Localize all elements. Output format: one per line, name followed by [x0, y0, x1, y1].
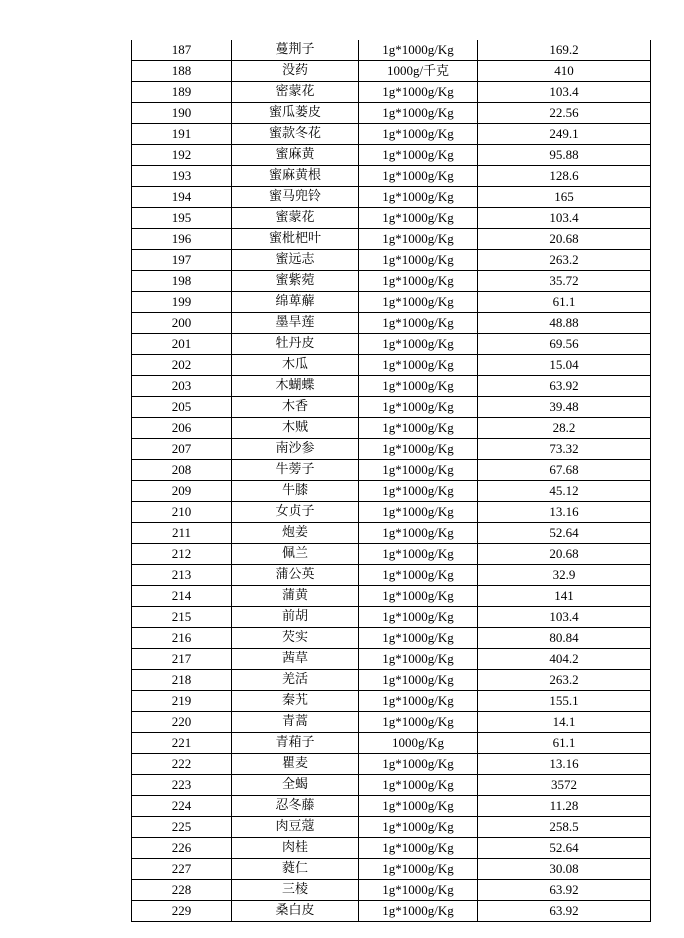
price-cell: 155.1 — [478, 691, 651, 712]
table-row — [132, 481, 651, 502]
spec-cell: 1g*1000g/Kg — [359, 502, 478, 523]
price-cell: 39.48 — [478, 397, 651, 418]
spec-cell: 1g*1000g/Kg — [359, 103, 478, 124]
table-row — [132, 901, 651, 922]
price-cell: 263.2 — [478, 250, 651, 271]
table-row — [132, 439, 651, 460]
price-cell: 32.9 — [478, 565, 651, 586]
herb-name-cell: 牛蒡子 — [232, 460, 359, 481]
row-number-cell: 207 — [132, 439, 232, 460]
table-row — [132, 61, 651, 82]
herb-name-cell: 牡丹皮 — [232, 334, 359, 355]
row-number-cell: 227 — [132, 859, 232, 880]
row-number-cell: 189 — [132, 82, 232, 103]
herb-name-cell: 全蝎 — [232, 775, 359, 796]
price-cell: 45.12 — [478, 481, 651, 502]
row-number-cell: 224 — [132, 796, 232, 817]
table-row — [132, 670, 651, 691]
price-cell: 52.64 — [478, 838, 651, 859]
table-row — [132, 565, 651, 586]
table-row — [132, 82, 651, 103]
spec-cell: 1g*1000g/Kg — [359, 145, 478, 166]
price-cell: 20.68 — [478, 229, 651, 250]
row-number-cell: 229 — [132, 901, 232, 922]
herb-name-cell: 羌活 — [232, 670, 359, 691]
row-number-cell: 225 — [132, 817, 232, 838]
price-cell: 28.2 — [478, 418, 651, 439]
price-cell: 169.2 — [478, 40, 651, 61]
table-row — [132, 544, 651, 565]
table-row — [132, 313, 651, 334]
table-row — [132, 754, 651, 775]
herb-name-cell: 木香 — [232, 397, 359, 418]
herb-name-cell: 蜜马兜铃 — [232, 187, 359, 208]
herb-name-cell: 瞿麦 — [232, 754, 359, 775]
table-row — [132, 124, 651, 145]
price-cell: 63.92 — [478, 901, 651, 922]
spec-cell: 1g*1000g/Kg — [359, 880, 478, 901]
herb-name-cell: 芡实 — [232, 628, 359, 649]
table-row — [132, 187, 651, 208]
table-row — [132, 250, 651, 271]
herb-name-cell: 密蒙花 — [232, 82, 359, 103]
price-cell: 80.84 — [478, 628, 651, 649]
row-number-cell: 199 — [132, 292, 232, 313]
herb-name-cell: 木瓜 — [232, 355, 359, 376]
row-number-cell: 221 — [132, 733, 232, 754]
spec-cell: 1g*1000g/Kg — [359, 775, 478, 796]
price-cell: 165 — [478, 187, 651, 208]
table-row — [132, 208, 651, 229]
herb-name-cell: 炮姜 — [232, 523, 359, 544]
herb-name-cell: 忍冬藤 — [232, 796, 359, 817]
row-number-cell: 210 — [132, 502, 232, 523]
spec-cell: 1g*1000g/Kg — [359, 628, 478, 649]
row-number-cell: 202 — [132, 355, 232, 376]
table-row — [132, 817, 651, 838]
price-cell: 249.1 — [478, 124, 651, 145]
spec-cell: 1g*1000g/Kg — [359, 313, 478, 334]
spec-cell: 1g*1000g/Kg — [359, 82, 478, 103]
herb-name-cell: 绵萆薢 — [232, 292, 359, 313]
table-row — [132, 880, 651, 901]
table-row — [132, 523, 651, 544]
table-body — [132, 40, 651, 922]
spec-cell: 1g*1000g/Kg — [359, 796, 478, 817]
spec-cell: 1g*1000g/Kg — [359, 397, 478, 418]
spec-cell: 1000g/Kg — [359, 733, 478, 754]
row-number-cell: 203 — [132, 376, 232, 397]
table-row — [132, 775, 651, 796]
table-row — [132, 271, 651, 292]
spec-cell: 1g*1000g/Kg — [359, 208, 478, 229]
row-number-cell: 193 — [132, 166, 232, 187]
table-row — [132, 628, 651, 649]
price-cell: 11.28 — [478, 796, 651, 817]
spec-cell: 1g*1000g/Kg — [359, 124, 478, 145]
table-row — [132, 691, 651, 712]
price-cell: 61.1 — [478, 733, 651, 754]
row-number-cell: 206 — [132, 418, 232, 439]
table-row — [132, 418, 651, 439]
table-row — [132, 607, 651, 628]
spec-cell: 1000g/千克 — [359, 61, 478, 82]
spec-cell: 1g*1000g/Kg — [359, 355, 478, 376]
row-number-cell: 219 — [132, 691, 232, 712]
spec-cell: 1g*1000g/Kg — [359, 439, 478, 460]
row-number-cell: 200 — [132, 313, 232, 334]
spec-cell: 1g*1000g/Kg — [359, 481, 478, 502]
price-cell: 52.64 — [478, 523, 651, 544]
row-number-cell: 198 — [132, 271, 232, 292]
row-number-cell: 201 — [132, 334, 232, 355]
spec-cell: 1g*1000g/Kg — [359, 40, 478, 61]
spec-cell: 1g*1000g/Kg — [359, 544, 478, 565]
spec-cell: 1g*1000g/Kg — [359, 334, 478, 355]
spec-cell: 1g*1000g/Kg — [359, 460, 478, 481]
row-number-cell: 218 — [132, 670, 232, 691]
row-number-cell: 223 — [132, 775, 232, 796]
herb-name-cell: 蜜枇杷叶 — [232, 229, 359, 250]
spec-cell: 1g*1000g/Kg — [359, 859, 478, 880]
row-number-cell: 212 — [132, 544, 232, 565]
table-row — [132, 586, 651, 607]
herb-name-cell: 蜜瓜蒌皮 — [232, 103, 359, 124]
herb-name-cell: 三棱 — [232, 880, 359, 901]
price-cell: 103.4 — [478, 82, 651, 103]
row-number-cell: 222 — [132, 754, 232, 775]
herb-name-cell: 青葙子 — [232, 733, 359, 754]
spec-cell: 1g*1000g/Kg — [359, 565, 478, 586]
spec-cell: 1g*1000g/Kg — [359, 691, 478, 712]
herb-name-cell: 南沙参 — [232, 439, 359, 460]
row-number-cell: 209 — [132, 481, 232, 502]
price-cell: 69.56 — [478, 334, 651, 355]
herb-name-cell: 佩兰 — [232, 544, 359, 565]
spec-cell: 1g*1000g/Kg — [359, 817, 478, 838]
table-row — [132, 733, 651, 754]
row-number-cell: 192 — [132, 145, 232, 166]
herb-name-cell: 蒲公英 — [232, 565, 359, 586]
price-cell: 95.88 — [478, 145, 651, 166]
price-cell: 67.68 — [478, 460, 651, 481]
spec-cell: 1g*1000g/Kg — [359, 712, 478, 733]
row-number-cell: 194 — [132, 187, 232, 208]
row-number-cell: 228 — [132, 880, 232, 901]
table-row — [132, 796, 651, 817]
price-cell: 3572 — [478, 775, 651, 796]
price-cell: 263.2 — [478, 670, 651, 691]
spec-cell: 1g*1000g/Kg — [359, 670, 478, 691]
table-row — [132, 229, 651, 250]
herb-name-cell: 青蒿 — [232, 712, 359, 733]
spec-cell: 1g*1000g/Kg — [359, 607, 478, 628]
herb-name-cell: 肉桂 — [232, 838, 359, 859]
herb-name-cell: 木贼 — [232, 418, 359, 439]
herb-name-cell: 蜜蒙花 — [232, 208, 359, 229]
table-row — [132, 145, 651, 166]
price-cell: 20.68 — [478, 544, 651, 565]
row-number-cell: 215 — [132, 607, 232, 628]
herb-name-cell: 牛膝 — [232, 481, 359, 502]
price-cell: 63.92 — [478, 880, 651, 901]
herb-name-cell: 秦艽 — [232, 691, 359, 712]
table-row — [132, 355, 651, 376]
herb-name-cell: 桑白皮 — [232, 901, 359, 922]
herb-name-cell: 蜜远志 — [232, 250, 359, 271]
table-row — [132, 166, 651, 187]
row-number-cell: 216 — [132, 628, 232, 649]
herb-name-cell: 蒲黄 — [232, 586, 359, 607]
spec-cell: 1g*1000g/Kg — [359, 271, 478, 292]
herb-name-cell: 木蝴蝶 — [232, 376, 359, 397]
price-cell: 30.08 — [478, 859, 651, 880]
row-number-cell: 214 — [132, 586, 232, 607]
price-cell: 103.4 — [478, 208, 651, 229]
row-number-cell: 213 — [132, 565, 232, 586]
price-cell: 13.16 — [478, 502, 651, 523]
spec-cell: 1g*1000g/Kg — [359, 838, 478, 859]
herb-price-table — [131, 40, 651, 922]
spec-cell: 1g*1000g/Kg — [359, 754, 478, 775]
table-row — [132, 40, 651, 61]
table-row — [132, 460, 651, 481]
price-cell: 404.2 — [478, 649, 651, 670]
spec-cell: 1g*1000g/Kg — [359, 418, 478, 439]
spec-cell: 1g*1000g/Kg — [359, 901, 478, 922]
price-cell: 128.6 — [478, 166, 651, 187]
table-row — [132, 859, 651, 880]
table-row — [132, 502, 651, 523]
price-cell: 410 — [478, 61, 651, 82]
herb-name-cell: 前胡 — [232, 607, 359, 628]
herb-name-cell: 没药 — [232, 61, 359, 82]
row-number-cell: 208 — [132, 460, 232, 481]
herb-name-cell: 茜草 — [232, 649, 359, 670]
table-row — [132, 838, 651, 859]
row-number-cell: 196 — [132, 229, 232, 250]
table-row — [132, 103, 651, 124]
price-cell: 61.1 — [478, 292, 651, 313]
price-cell: 15.04 — [478, 355, 651, 376]
price-cell: 103.4 — [478, 607, 651, 628]
spec-cell: 1g*1000g/Kg — [359, 250, 478, 271]
spec-cell: 1g*1000g/Kg — [359, 187, 478, 208]
table-row — [132, 376, 651, 397]
row-number-cell: 217 — [132, 649, 232, 670]
row-number-cell: 220 — [132, 712, 232, 733]
row-number-cell: 187 — [132, 40, 232, 61]
row-number-cell: 190 — [132, 103, 232, 124]
table-row — [132, 334, 651, 355]
row-number-cell: 211 — [132, 523, 232, 544]
table-row — [132, 649, 651, 670]
row-number-cell: 197 — [132, 250, 232, 271]
herb-name-cell: 蜜紫菀 — [232, 271, 359, 292]
price-cell: 48.88 — [478, 313, 651, 334]
row-number-cell: 195 — [132, 208, 232, 229]
row-number-cell: 188 — [132, 61, 232, 82]
spec-cell: 1g*1000g/Kg — [359, 229, 478, 250]
spec-cell: 1g*1000g/Kg — [359, 523, 478, 544]
herb-name-cell: 墨旱莲 — [232, 313, 359, 334]
table-row — [132, 397, 651, 418]
spec-cell: 1g*1000g/Kg — [359, 292, 478, 313]
herb-name-cell: 蜜麻黄根 — [232, 166, 359, 187]
price-cell: 63.92 — [478, 376, 651, 397]
price-cell: 35.72 — [478, 271, 651, 292]
herb-name-cell: 蜜款冬花 — [232, 124, 359, 145]
herb-name-cell: 肉豆蔻 — [232, 817, 359, 838]
price-cell: 73.32 — [478, 439, 651, 460]
price-cell: 14.1 — [478, 712, 651, 733]
spec-cell: 1g*1000g/Kg — [359, 649, 478, 670]
price-cell: 13.16 — [478, 754, 651, 775]
price-cell: 141 — [478, 586, 651, 607]
row-number-cell: 226 — [132, 838, 232, 859]
herb-name-cell: 蕤仁 — [232, 859, 359, 880]
table-row — [132, 292, 651, 313]
spec-cell: 1g*1000g/Kg — [359, 376, 478, 397]
spec-cell: 1g*1000g/Kg — [359, 586, 478, 607]
price-cell: 258.5 — [478, 817, 651, 838]
row-number-cell: 205 — [132, 397, 232, 418]
herb-name-cell: 蔓荆子 — [232, 40, 359, 61]
price-cell: 22.56 — [478, 103, 651, 124]
spec-cell: 1g*1000g/Kg — [359, 166, 478, 187]
herb-name-cell: 女贞子 — [232, 502, 359, 523]
row-number-cell: 191 — [132, 124, 232, 145]
table-row — [132, 712, 651, 733]
herb-name-cell: 蜜麻黄 — [232, 145, 359, 166]
